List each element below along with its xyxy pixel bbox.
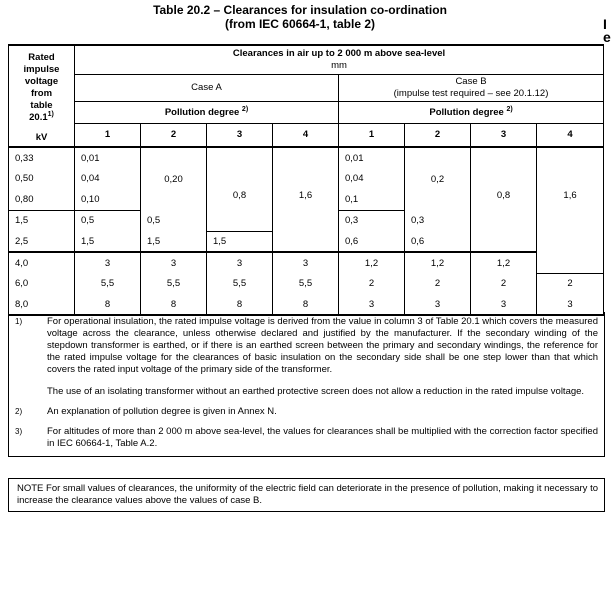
value-cell: 0,5: [81, 215, 95, 227]
kv-cell: 0,33: [9, 147, 75, 168]
footnote-text: For altitudes of more than 2 000 m above sea-level, the values for clearances shall be multiplied with the correction factor specified in IEC 60664-1, Table A.2.: [47, 426, 598, 449]
value-cell: 0,8: [207, 147, 273, 231]
kv-cell: 8,0: [9, 294, 75, 315]
value-cell: 0,1: [339, 189, 405, 210]
value-cell: 0,04: [81, 173, 100, 184]
value-cell: 0,20: [141, 147, 207, 210]
footnote-1: [9, 316, 604, 398]
value-cell: 3: [339, 294, 405, 315]
pollution-degree-a-header: Pollution degree $^{2)}$: [75, 101, 339, 123]
value-cell: 1,5: [141, 231, 207, 252]
value-cell: 0,2: [405, 147, 471, 210]
value-cell: 1,2: [405, 252, 471, 273]
footnote-mark: 2): [15, 407, 23, 416]
value-cell: 1,2: [339, 252, 405, 273]
degree-b2: 2: [405, 123, 471, 147]
note-text: NOTE For small values of clearances, the uniformity of the electric field can deteriorate in the presence of pollution, making it necessary to increase the clearance values above the values of case B.: [17, 483, 598, 506]
clearances-header: Clearances in air up to 2 000 m above sea-level mm: [75, 45, 604, 74]
rated-impulse-header: Rated impulse voltage from table 20.1$^{1)}$: [9, 45, 75, 129]
value-cell: 5,5: [100, 278, 115, 289]
value-cell: 0,3: [345, 215, 359, 227]
footnotes-section: [8, 312, 605, 457]
clearances-table: [8, 44, 604, 316]
value-cell: 3: [273, 252, 339, 273]
degree-b1: 1: [339, 123, 405, 147]
value-cell: 5,5: [273, 273, 339, 294]
value-cell: 2: [368, 278, 375, 289]
case-a-header: Case A: [75, 74, 339, 101]
degree-a4: 4: [273, 123, 339, 147]
degree-b3: 3: [471, 123, 537, 147]
value-cell: 8: [141, 294, 207, 315]
value-cell: 5,5: [141, 273, 207, 294]
pollution-degree-b-header: Pollution degree $^{2)}$: [339, 101, 604, 123]
title-line-1: Table 20.2 – Clearances for insulation co-ordination: [153, 3, 447, 17]
cropped-edge-glyph: I e: [603, 18, 611, 44]
degree-a3: 3: [207, 123, 273, 147]
kv-cell: 2,5: [9, 231, 75, 252]
value-cell: 3: [471, 294, 537, 315]
kv-cell: 6,0: [9, 273, 75, 294]
value-cell: 1,6: [273, 147, 339, 252]
value-cell: 0,8: [471, 147, 537, 252]
value-cell: 0,10: [75, 189, 141, 210]
value-cell: 3: [75, 252, 141, 273]
value-cell: 0,01: [75, 147, 141, 168]
kv-cell: 4,0: [9, 252, 75, 273]
value-cell: 0,6: [345, 235, 359, 247]
kv-cell: 0,50: [9, 168, 75, 189]
value-cell: 3: [141, 252, 207, 273]
title-line-2: (from IEC 60664-1, table 2): [224, 17, 376, 31]
degree-a1: 1: [75, 123, 141, 147]
degree-b4: 4: [537, 123, 604, 147]
value-cell: 3: [537, 294, 604, 315]
note-box: [8, 478, 605, 512]
value-cell: 2: [471, 273, 537, 294]
value-cell: 3: [207, 252, 273, 273]
value-cell: 0,3: [405, 210, 471, 231]
value-cell: 1,2: [471, 252, 537, 273]
footnote-mark: 1): [15, 317, 23, 326]
value-cell: 8: [207, 294, 273, 315]
value-cell: 1,5: [207, 231, 273, 252]
value-cell: 2: [405, 273, 471, 294]
value-cell: 1,6: [537, 147, 604, 273]
footnote-text: An explanation of pollution degree is given in Annex N.: [47, 406, 277, 417]
value-cell: 8: [75, 294, 141, 315]
value-cell: 0,04: [345, 173, 364, 184]
degree-a2: 2: [141, 123, 207, 147]
value-cell: 1,5: [81, 235, 95, 247]
footnote-text: For operational insulation, the rated impulse voltage is derived from the value in column 3 of Table 20.1 which covers the measured voltage across the clearance, unless otherwise declared and justified by the manufacturer. If the secondary winding of the stepdown transformer is earthed, or if there is an earthed screen between the primary and secondary windings, the reference for the rated impulse voltage for the clearances of basic insulation on the secondary side shall be one step lower than that which covers the rated input voltage of the primary side of the transformer. The use of an isolating transformer without an earthed protective screen does not allow a reduction in the rated impulse voltage.: [47, 316, 598, 397]
table-title: [0, 3, 600, 31]
unit-kv: kV: [9, 129, 75, 147]
value-cell: 8: [273, 294, 339, 315]
value-cell: 2: [537, 273, 604, 294]
footnote-3: [9, 426, 604, 450]
value-cell: 5,5: [207, 273, 273, 294]
case-b-header: Case B (impulse test required – see 20.1.12): [339, 74, 604, 101]
footnote-2: [9, 406, 604, 418]
kv-cell: 1,5: [9, 210, 75, 231]
value-cell: 0,01: [339, 147, 405, 168]
footnote-mark: 3): [15, 427, 23, 436]
value-cell: 0,6: [405, 231, 471, 252]
value-cell: 3: [405, 294, 471, 315]
kv-cell: 0,80: [9, 189, 75, 210]
value-cell: 0,5: [141, 210, 207, 231]
